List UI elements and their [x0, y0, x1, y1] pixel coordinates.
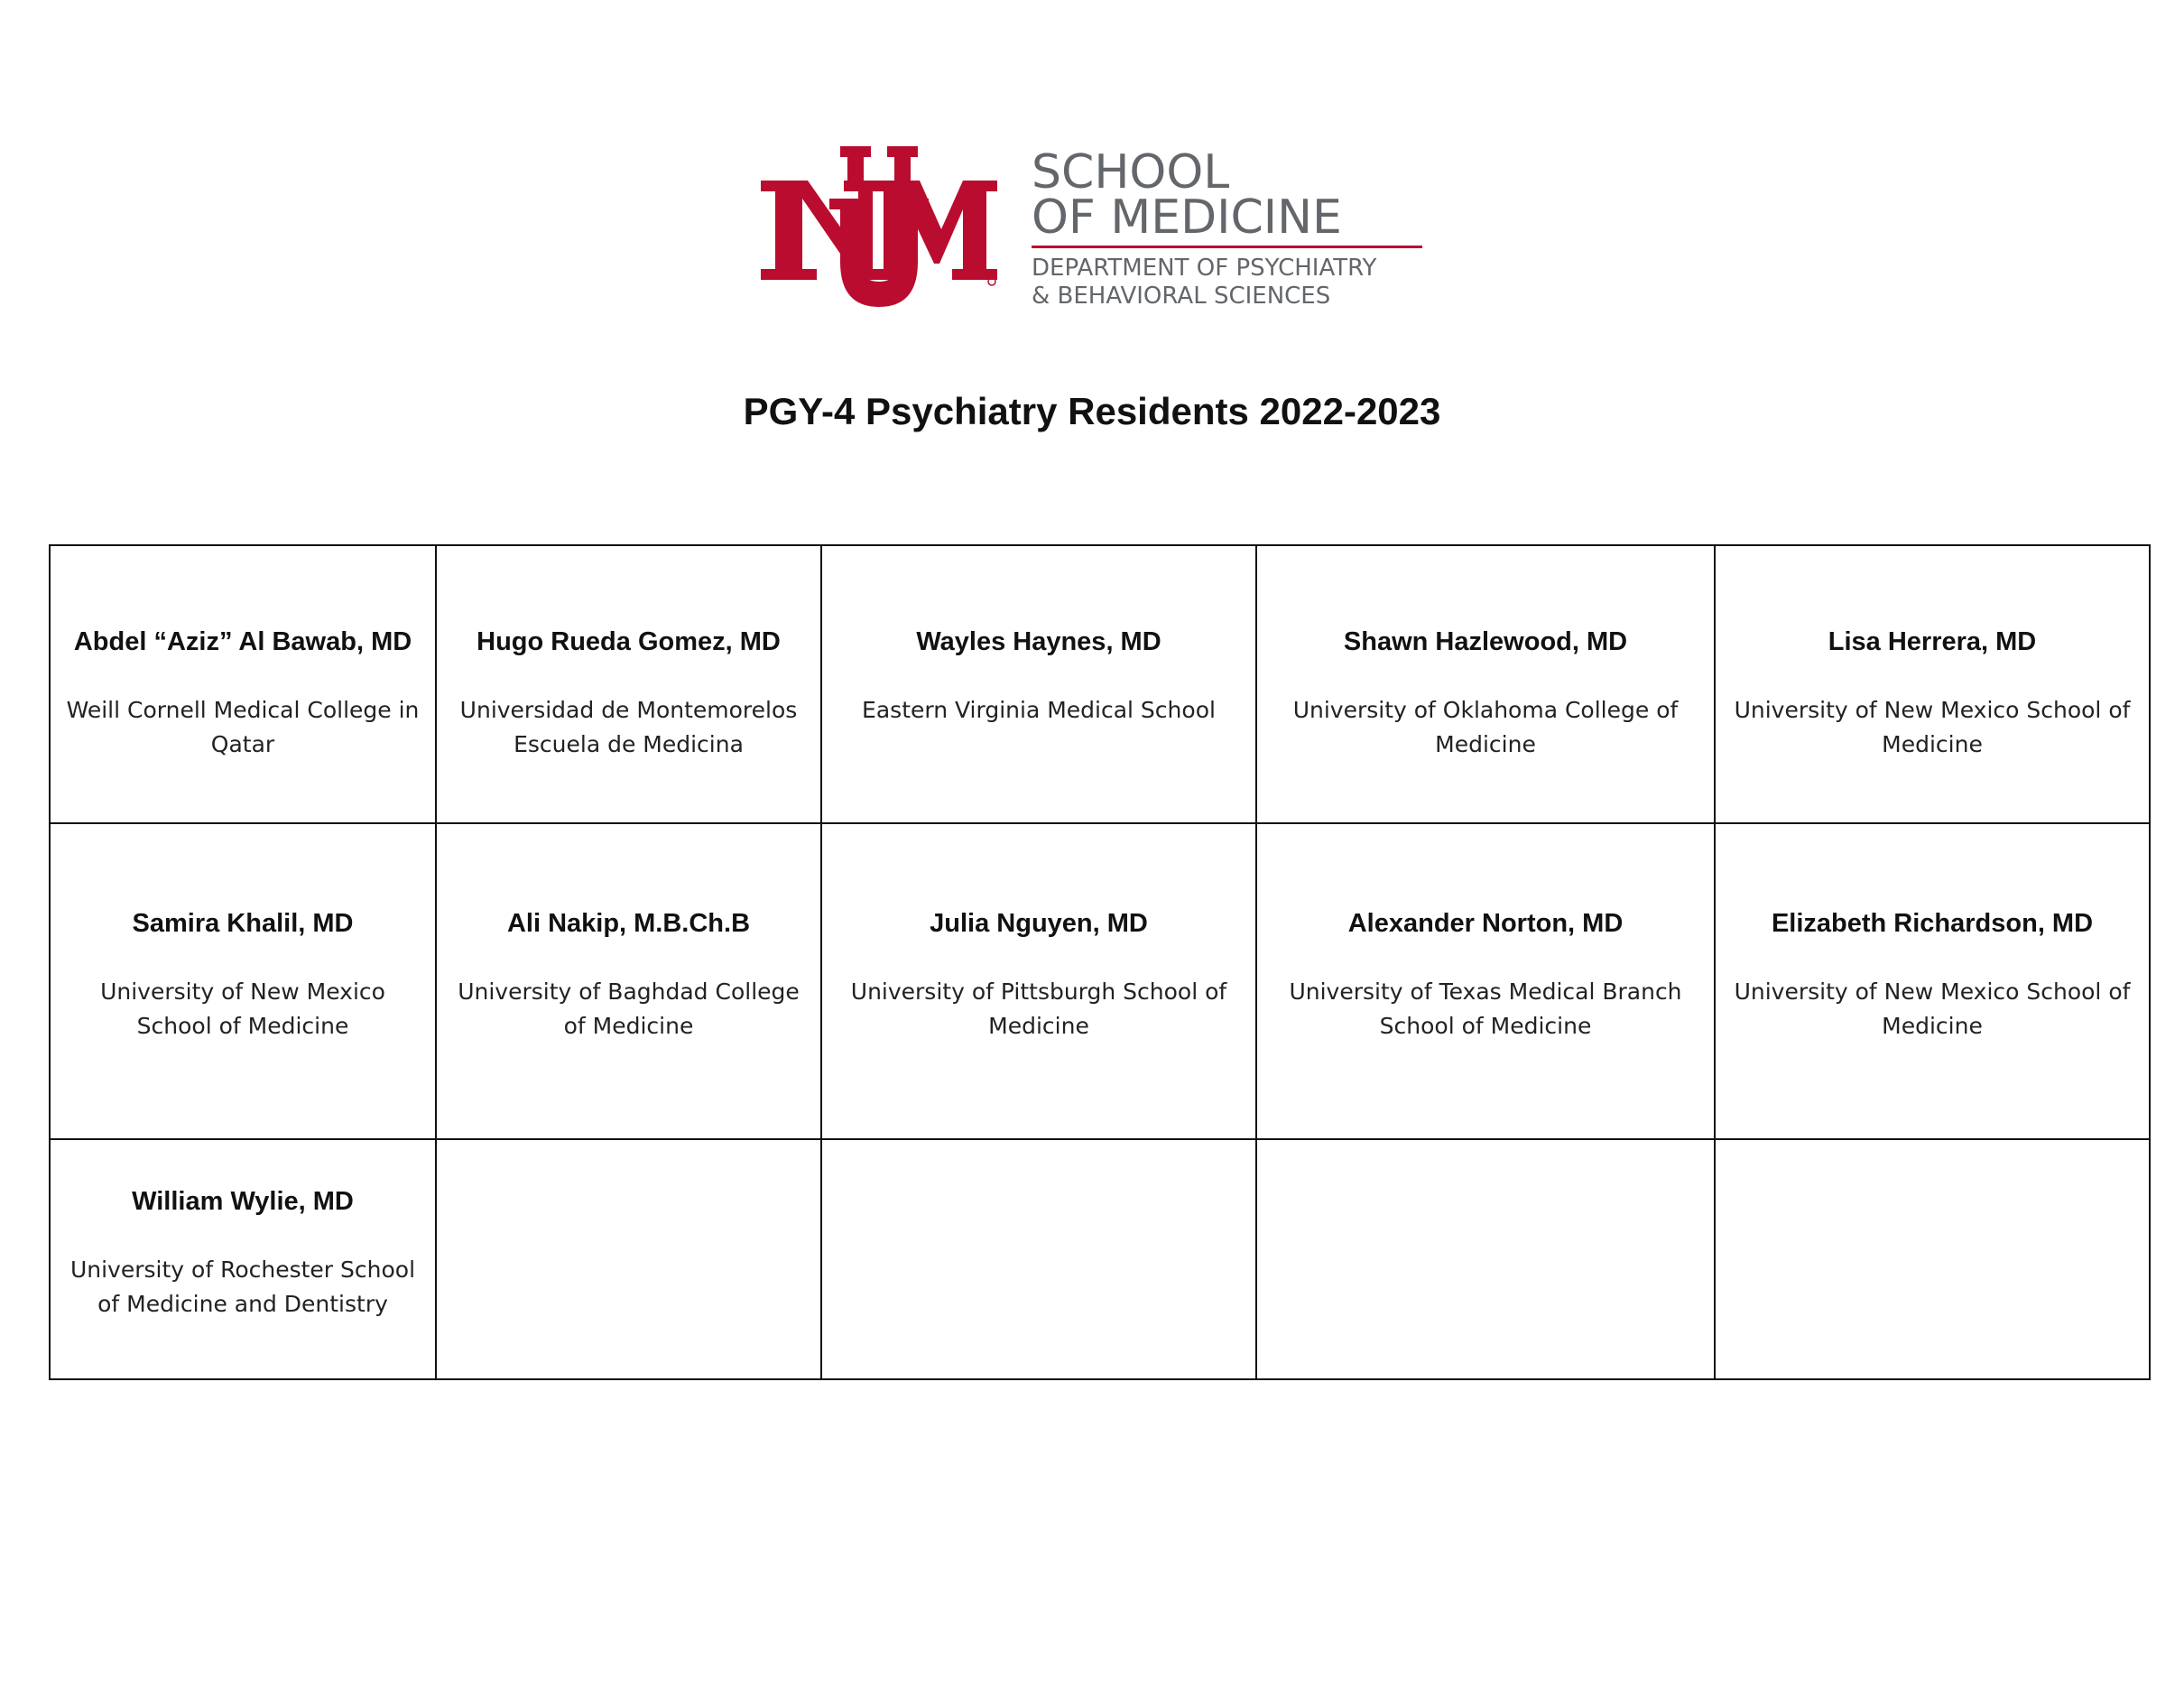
resident-school: University of Texas Medical Branch School of Medicine — [1289, 978, 1682, 1039]
resident-cell — [1256, 545, 1715, 823]
resident-cell — [50, 1139, 436, 1379]
logo-wordmark — [1032, 146, 1429, 312]
logo-divider — [1032, 246, 1422, 248]
resident-name: Julia Nguyen, MD — [930, 909, 1148, 938]
logo-department-subtext: & BEHAVIORAL SCIENCES — [1032, 283, 1331, 310]
resident-cell — [1715, 823, 2150, 1139]
resident-name: Samira Khalil, MD — [132, 909, 354, 938]
resident-school: University of Rochester School of Medicine and Dentistry — [69, 1257, 416, 1317]
unm-logo-mark — [761, 146, 997, 312]
resident-school: University of Pittsburgh School of Medicine — [850, 978, 1227, 1039]
resident-cell — [821, 823, 1256, 1139]
empty-cell — [1256, 1139, 1715, 1379]
resident-school: Weill Cornell Medical College in Qatar — [66, 697, 420, 757]
resident-school: University of New Mexico School of Medicine — [1734, 978, 2131, 1039]
resident-name: William Wylie, MD — [132, 1187, 354, 1216]
resident-school: University of Oklahoma College of Medicine — [1292, 697, 1679, 757]
resident-name: Elizabeth Richardson, MD — [1771, 909, 2094, 938]
resident-cell — [436, 823, 821, 1139]
table-row — [50, 1139, 2150, 1379]
empty-cell — [436, 1139, 821, 1379]
empty-cell — [1715, 1139, 2150, 1379]
logo-school-text: SCHOOL — [1032, 145, 1230, 199]
resident-name: Ali Nakip, M.B.Ch.B — [506, 909, 751, 938]
resident-cell — [50, 823, 436, 1139]
resident-name: Wayles Haynes, MD — [916, 627, 1161, 656]
logo-of-medicine-text: OF MEDICINE — [1032, 190, 1342, 245]
resident-cell — [1715, 545, 2150, 823]
resident-school: Eastern Virginia Medical School — [862, 697, 1216, 723]
resident-name: Abdel “Aziz” Al Bawab, MD — [73, 627, 412, 656]
resident-cell — [1256, 823, 1715, 1139]
unm-school-of-medicine-logo — [761, 146, 1429, 312]
empty-cell — [821, 1139, 1256, 1379]
resident-name: Shawn Hazlewood, MD — [1343, 627, 1628, 656]
resident-school: University of Baghdad College of Medicine — [458, 978, 800, 1039]
resident-cell — [821, 545, 1256, 823]
resident-name: Hugo Rueda Gomez, MD — [477, 627, 781, 656]
table-row — [50, 545, 2150, 823]
resident-name: Lisa Herrera, MD — [1828, 627, 2037, 656]
resident-school: University of New Mexico School of Medicine — [1734, 697, 2131, 757]
logo-department-text: DEPARTMENT OF PSYCHIATRY — [1032, 255, 1377, 282]
resident-cell — [436, 545, 821, 823]
resident-cell — [50, 545, 436, 823]
table-row — [50, 823, 2150, 1139]
resident-name: Alexander Norton, MD — [1347, 909, 1624, 938]
resident-school: Universidad de Montemorelos Escuela de Medicina — [459, 697, 798, 757]
resident-school: University of New Mexico School of Medicine — [100, 978, 385, 1039]
residents-table — [49, 544, 2151, 1380]
page-title: PGY-4 Psychiatry Residents 2022-2023 — [743, 390, 1441, 432]
